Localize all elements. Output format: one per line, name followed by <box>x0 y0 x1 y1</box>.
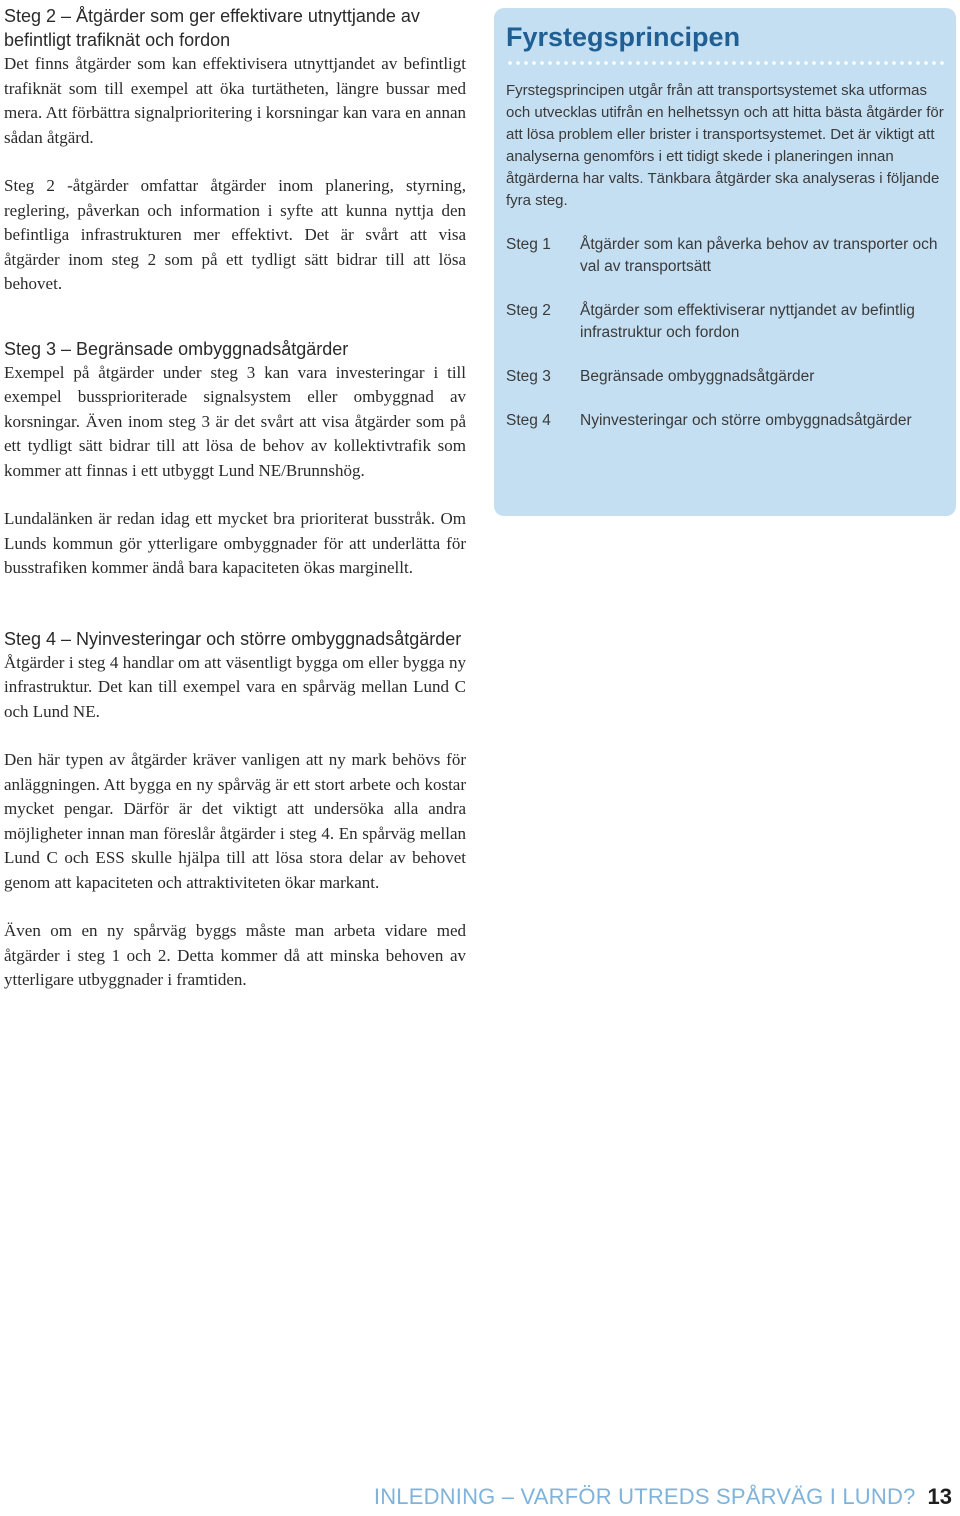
step-label: Steg 1 <box>506 236 551 253</box>
box-intro: Fyrstegsprincipen utgår från att transportsystemet ska utformas och utvecklas utifrån en helhetssyn och att hitta bästa åtgärder för att lösa problem eller brister i transportsystemet. Det är viktigt att analyserna genomförs i ett tidigt skede i planeringen innan åtgärderna har valts. Tänkbara åtgärder ska analyseras i följande fyra steg. <box>506 82 944 209</box>
box-step-1 <box>506 234 944 278</box>
box-title: Fyrstegsprincipen <box>506 22 741 52</box>
step-text: Åtgärder som kan påverka behov av transporter och val av transportsätt <box>580 236 938 275</box>
step4-paragraph-1: Åtgärder i steg 4 handlar om att väsentligt bygga om eller bygga ny infrastruktur. Det kan till exempel vara en spårväg mellan Lund C och Lund NE. <box>4 652 466 721</box>
step2-paragraph-2: Steg 2 -åtgärder omfattar åtgärder inom planering, styrning, reglering, påverkan och information i syfte att kunna nyttja den befintliga infrastrukturen mer effektivt. Det är svårt att visa åtgärder inom steg 2 som på ett tydligt sätt bidrar till att lösa behovet. <box>4 176 466 293</box>
step2-paragraph-1: Det finns åtgärder som kan effektivisera utnyttjandet av befintligt trafiknät som till exempel att öka turtätheten, längre bussar med mera. Att förbättra signalprioritering i korsningar kan vara en annan sådan åtgärd. <box>4 54 466 147</box>
step4-paragraph-2: Den här typen av åtgärder kräver vanligen att ny mark behövs för anläggningen. Att bygga en ny spårväg är ett stort arbete och kostar mycket pengar. Därför är det viktigt att undersöka alla andra möjligheter innan man föreslår åtgärder i steg 4. En spårväg mellan Lund C och ESS skulle hjälpa till att lösa stora delar av behovet genom att kapaciteten och attraktiviteten ökar markant. <box>4 750 466 892</box>
box-step-4 <box>506 410 944 432</box>
page-footer <box>374 1484 952 1516</box>
step-text: Begränsade ombyggnadsåtgärder <box>580 368 815 385</box>
step-label: Steg 2 <box>506 302 551 319</box>
step3-heading: Steg 3 – Begränsade ombyggnadsåtgärder <box>4 338 349 359</box>
step3-paragraph-1: Exempel på åtgärder under steg 3 kan vara investeringar i till exempel bussprioriterade signalsystem eller ombyggnad av korsningar. Även inom steg 3 är det svårt att visa åtgärder som på ett tydligt sätt bidrar till att lösa de behov av kollektivtrafik som kommer att finnas i ett utbyggt Lund NE/Brunnshög. <box>4 362 466 480</box>
step2-heading: Steg 2 – Åtgärder som ger effektivare utnyttjande av befintligt trafiknät och fordon <box>4 6 420 50</box>
main-text-column <box>4 4 466 993</box>
page-number: 13 <box>927 1484 952 1509</box>
footer-section-title: INLEDNING – VARFÖR UTREDS SPÅRVÄG I LUND? <box>373 1484 916 1509</box>
step3-paragraph-2: Lundalänken är redan idag ett mycket bra prioriterat busstråk. Om Lunds kommun gör ytterligare ombyggnader för att underlätta för busstrafiken kommer ändå bara kapaciteten ökas marginellt. <box>4 509 466 577</box>
step-text: Nyinvesteringar och större ombyggnadsåtgärder <box>580 412 912 429</box>
box-step-list <box>506 234 944 432</box>
box-step-3 <box>506 366 944 388</box>
fyrstegsprincipen-box <box>494 8 956 516</box>
step4-heading: Steg 4 – Nyinvesteringar och större ombyggnadsåtgärder <box>4 628 462 649</box>
step-label: Steg 4 <box>506 412 551 429</box>
box-step-2 <box>506 300 944 344</box>
step-text: Åtgärder som effektiviserar nyttjandet av befintlig infrastruktur och fordon <box>580 302 915 341</box>
dotted-divider <box>506 60 948 66</box>
step-label: Steg 3 <box>506 368 551 385</box>
step4-paragraph-3: Även om en ny spårväg byggs måste man arbeta vidare med åtgärder i steg 1 och 2. Detta kommer då att minska behoven av ytterligare utbyggnader i framtiden. <box>4 921 466 989</box>
